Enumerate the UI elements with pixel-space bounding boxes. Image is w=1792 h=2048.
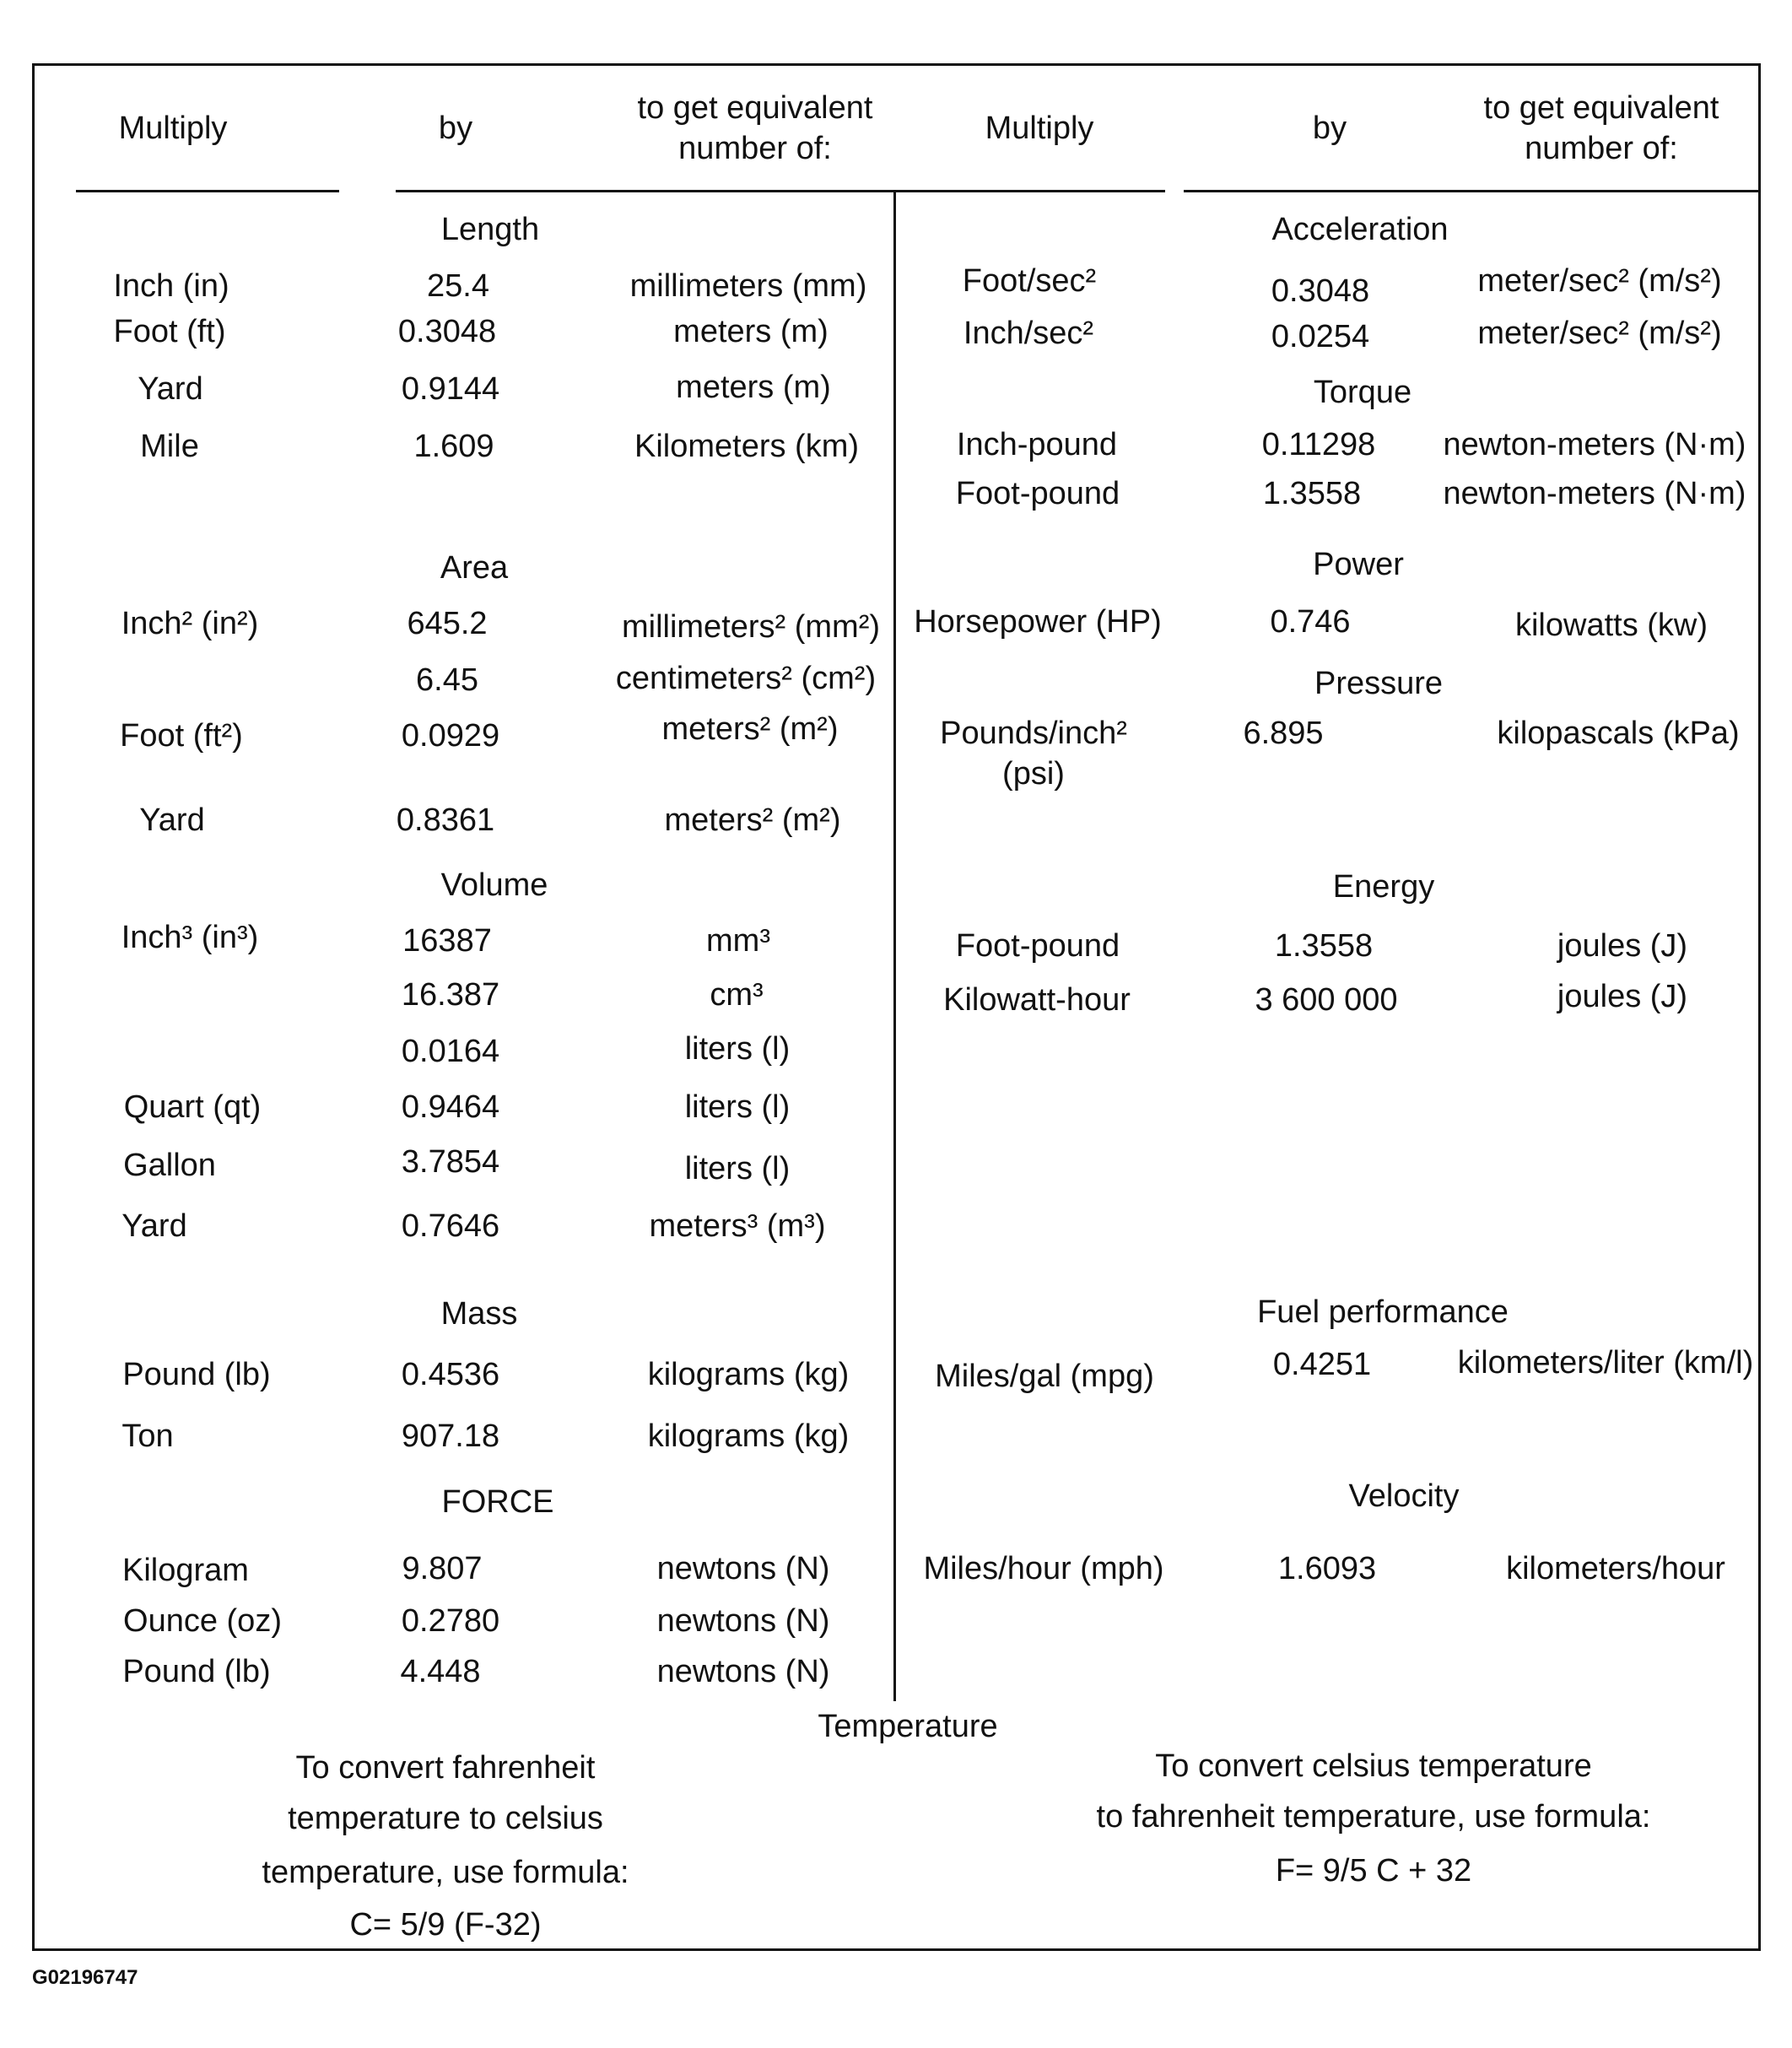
row-result: mm³ <box>706 923 770 959</box>
row-result: newton-meters (N·m) <box>1443 476 1746 511</box>
row-result: joules (J) <box>1557 928 1688 964</box>
row-factor: 0.2780 <box>401 1603 500 1639</box>
row-factor: 25.4 <box>427 268 489 304</box>
section-title-energy: Energy <box>1332 869 1435 905</box>
row-result: millimeters² (mm²) <box>621 609 881 645</box>
header-by-left: by <box>438 111 473 146</box>
c-to-f-formula: F= 9/5 C + 32 <box>1275 1853 1472 1889</box>
header-by-right: by <box>1312 111 1347 146</box>
row-unit: Inch³ (in³) <box>121 920 259 955</box>
row-result: liters (l) <box>684 1031 791 1067</box>
row-factor: 3.7854 <box>401 1144 500 1180</box>
row-unit: Miles/gal (mpg) <box>935 1359 1154 1394</box>
row-factor: 0.4536 <box>401 1357 500 1392</box>
row-unit: Quart (qt) <box>123 1089 262 1125</box>
row-result: cm³ <box>710 977 764 1013</box>
row-result: joules (J) <box>1557 979 1688 1014</box>
header-rule-left-b <box>396 190 1165 192</box>
row-unit: Miles/hour (mph) <box>923 1551 1164 1586</box>
f-to-c-text-line: temperature to celsius <box>288 1801 603 1836</box>
row-unit: Kilogram <box>122 1553 249 1588</box>
c-to-f-text-line: To convert celsius temperature <box>1155 1748 1592 1784</box>
section-title-fuel-performance: Fuel performance <box>1257 1294 1509 1330</box>
header-to-get-left: to get equivalent number of: <box>637 90 873 166</box>
row-result: meter/sec² (m/s²) <box>1477 263 1722 299</box>
row-result: kilopascals (kPa) <box>1497 716 1740 751</box>
section-title-torque: Torque <box>1313 375 1412 410</box>
section-title-pressure: Pressure <box>1314 666 1444 701</box>
row-result: kilograms (kg) <box>647 1357 850 1392</box>
row-unit: Foot/sec² <box>962 263 1097 299</box>
row-result: kilometers/hour <box>1506 1551 1725 1586</box>
section-title-temperature: Temperature <box>818 1709 998 1744</box>
row-result: newton-meters (N·m) <box>1443 427 1746 462</box>
row-result: millimeters (mm) <box>629 268 867 304</box>
row-result: meters² (m²) <box>664 802 841 838</box>
section-title-power: Power <box>1313 547 1404 582</box>
row-factor: 1.3558 <box>1274 928 1374 964</box>
row-result: kilograms (kg) <box>647 1418 850 1454</box>
row-factor: 6.895 <box>1243 716 1324 751</box>
row-unit: Mile <box>140 429 199 464</box>
section-title-velocity: Velocity <box>1348 1478 1460 1514</box>
row-result: newtons (N) <box>656 1654 830 1689</box>
row-factor: 9.807 <box>402 1551 483 1586</box>
row-result: centimeters² (cm²) <box>615 661 877 696</box>
row-result: liters (l) <box>684 1089 791 1125</box>
figure-id: G02196747 <box>32 1966 138 1989</box>
row-result: Kilometers (km) <box>634 429 860 464</box>
row-unit: Ton <box>121 1418 174 1454</box>
row-factor: 907.18 <box>401 1418 500 1454</box>
row-unit: Pound (lb) <box>122 1357 271 1392</box>
row-result: meters³ (m³) <box>649 1208 826 1244</box>
row-result: newtons (N) <box>656 1603 830 1639</box>
row-unit: Ounce (oz) <box>123 1603 282 1639</box>
row-unit: Inch² (in²) <box>121 606 259 641</box>
section-title-volume: Volume <box>440 867 548 903</box>
f-to-c-text-line: To convert fahrenheit <box>295 1750 596 1786</box>
row-factor: 16387 <box>402 923 492 959</box>
row-unit: Inch-pound <box>956 427 1118 462</box>
row-unit: Inch (in) <box>113 268 229 304</box>
row-result: meters (m) <box>676 370 831 405</box>
column-divider <box>893 191 896 1701</box>
row-factor: 0.746 <box>1270 604 1351 640</box>
row-factor: 0.9144 <box>401 371 500 407</box>
row-result: meters² (m²) <box>661 711 839 747</box>
row-factor: 0.7646 <box>401 1208 500 1244</box>
row-result: liters (l) <box>684 1151 791 1186</box>
row-factor: 4.448 <box>400 1654 481 1689</box>
c-to-f-text-line: to fahrenheit temperature, use formula: <box>1096 1799 1651 1835</box>
row-factor: 0.0254 <box>1271 319 1370 354</box>
row-factor: 16.387 <box>401 977 500 1013</box>
f-to-c-formula: C= 5/9 (F-32) <box>349 1907 542 1943</box>
f-to-c-text-line: temperature, use formula: <box>262 1855 629 1890</box>
header-multiply-left: Multiply <box>118 111 228 146</box>
row-factor: 0.0164 <box>401 1034 500 1069</box>
header-rule-right <box>1184 190 1761 192</box>
header-multiply-right: Multiply <box>985 111 1094 146</box>
row-result: meters (m) <box>673 314 829 349</box>
row-unit: Yard <box>138 371 203 407</box>
row-unit: Yard <box>121 1208 187 1244</box>
row-factor: 0.4251 <box>1272 1347 1372 1382</box>
row-result: meter/sec² (m/s²) <box>1477 316 1722 351</box>
section-title-area: Area <box>440 550 509 586</box>
row-unit: Foot (ft) <box>113 314 226 349</box>
row-result: newtons (N) <box>656 1551 830 1586</box>
row-unit: Foot-pound <box>955 476 1120 511</box>
row-unit: Inch/sec² <box>963 316 1094 351</box>
row-factor: 0.3048 <box>1271 273 1370 309</box>
row-result: kilometers/liter (km/l) <box>1457 1345 1754 1381</box>
row-factor: 0.9464 <box>401 1089 500 1125</box>
row-unit: Foot-pound <box>955 928 1120 964</box>
section-title-length: Length <box>440 212 540 247</box>
row-unit: Pound (lb) <box>122 1654 271 1689</box>
row-factor: 0.11298 <box>1261 427 1376 462</box>
row-unit: Kilowatt-hour <box>943 982 1131 1018</box>
section-title-force: FORCE <box>441 1484 554 1520</box>
row-unit: Horsepower (HP) <box>914 604 1162 640</box>
row-unit: Gallon <box>123 1148 216 1183</box>
row-unit: Yard <box>139 802 205 838</box>
row-factor: 1.6093 <box>1277 1551 1377 1586</box>
row-factor: 6.45 <box>416 662 478 698</box>
row-factor: 645.2 <box>407 606 488 641</box>
row-factor: 0.3048 <box>397 314 497 349</box>
section-title-acceleration: Acceleration <box>1271 212 1449 247</box>
row-result: kilowatts (kw) <box>1514 608 1708 643</box>
header-rule-left-a <box>76 190 339 192</box>
row-factor: 0.8361 <box>396 802 495 838</box>
row-factor: 0.0929 <box>401 718 500 754</box>
section-title-mass: Mass <box>440 1296 518 1332</box>
row-factor: 1.609 <box>413 429 494 464</box>
row-unit: Foot (ft²) <box>120 718 243 754</box>
header-to-get-right: to get equivalent number of: <box>1483 90 1719 166</box>
row-unit: Pounds/inch² (psi) <box>940 716 1127 792</box>
row-factor: 3 600 000 <box>1255 982 1398 1018</box>
row-factor: 1.3558 <box>1262 476 1362 511</box>
